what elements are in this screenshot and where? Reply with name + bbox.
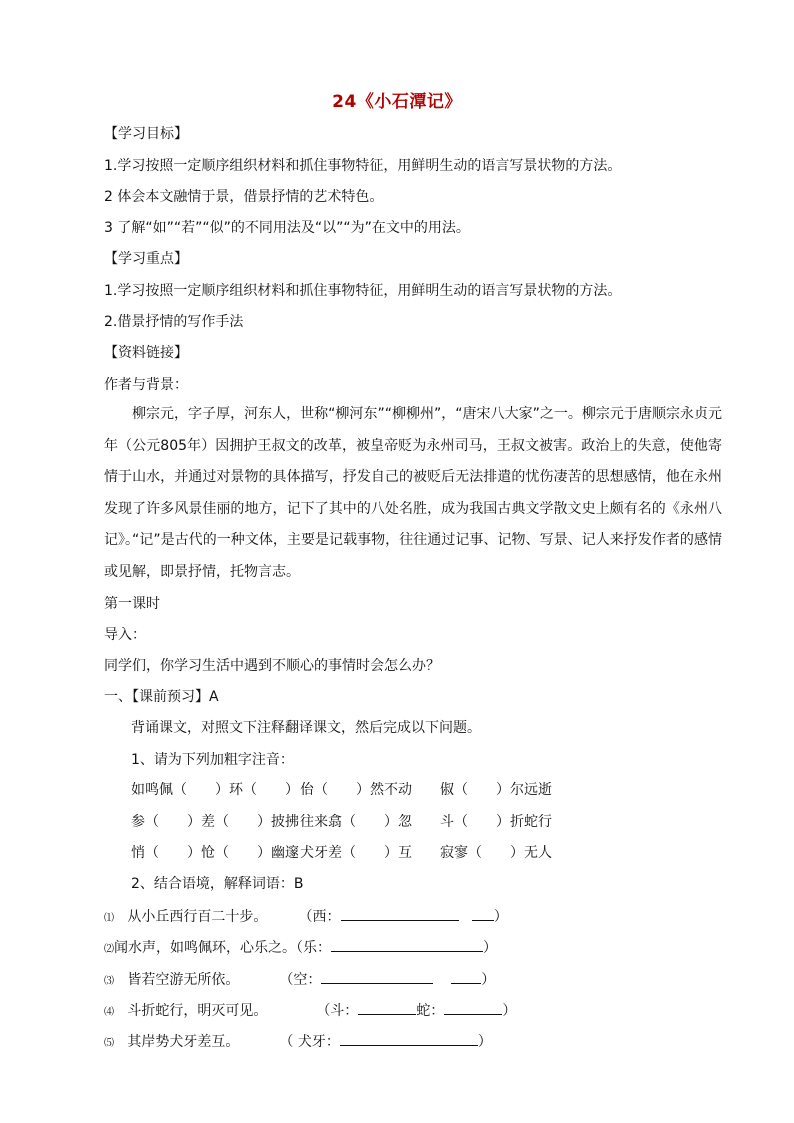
vocab-hint-2: 蛇：	[416, 1003, 445, 1019]
author-background-label: 作者与背景：	[104, 377, 188, 393]
vocab-sentence: 皆若空游无所依。	[127, 972, 240, 988]
item-number: ⑶	[104, 976, 114, 987]
phonetic-item: 犬牙差（ ）互	[300, 845, 412, 861]
vocab-sentence: 其岸势犬牙差互。	[127, 1034, 240, 1050]
goal-3: 3 了解“如”“若”“似”的不同用法及“以”“为”在文中的用法。	[104, 220, 470, 236]
phonetic-item: 悄（ ）怆（ ）幽邃	[131, 845, 299, 861]
lesson-label: 第一课时	[104, 596, 160, 612]
item-number: ⑴	[104, 913, 114, 924]
intro-question: 同学们，你学习生活中遇到不顺心的事情时会怎么办？	[104, 658, 440, 674]
phonetic-item: 俶（ ）尔远逝	[440, 782, 552, 798]
preview-header: 一、【课前预习】A	[104, 689, 219, 705]
phonetic-item: 参（ ）差（ ）披拂	[131, 814, 299, 830]
question-2: 2、结合语境，解释词语：B	[131, 876, 304, 892]
answer-blank[interactable]	[444, 1000, 502, 1015]
answer-blank[interactable]	[451, 969, 481, 984]
vocab-hint: （西：	[298, 909, 341, 925]
phonetic-item: 斗（ ）折蛇行	[440, 814, 552, 830]
page-title: 24《小石潭记》	[332, 92, 462, 112]
focus-header: 【学习重点】	[104, 251, 188, 267]
vocab-item-5	[104, 1031, 492, 1053]
vocab-tail: ）	[502, 1003, 517, 1019]
vocab-tail: ）	[493, 909, 508, 925]
item-number: ⑸	[104, 1038, 114, 1049]
vocab-item-2	[104, 937, 497, 959]
phonetic-item: 寂寥（ ）无人	[440, 845, 552, 861]
vocab-item-3	[104, 969, 495, 991]
answer-blank[interactable]	[321, 969, 433, 984]
item-number: ⑵	[104, 944, 114, 955]
phonetic-item: 如鸣佩（ ）环（ ）	[131, 782, 299, 798]
intro-label: 导入：	[104, 627, 146, 643]
goal-1: 1.学习按照一定顺序组织材料和抓住事物特征，用鲜明生动的语言写景状物的方法。	[104, 158, 622, 174]
answer-blank[interactable]	[358, 1000, 416, 1015]
phonetic-item: 往来翕（ ）忽	[300, 814, 412, 830]
vocab-tail: ）	[477, 1034, 492, 1050]
goals-header: 【学习目标】	[104, 126, 188, 142]
biography-paragraph: 柳宗元，字子厚，河东人，世称“柳河东”“柳柳州”，“唐宋八大家”之一。柳宗元于唐顺宗永贞元年（公元805年）因拥护王叔文的改革，被皇帝贬为永州司马，王叔文被害。政治上的失意，使他寄情于山水，并通过对景物的具体描写，抒发自己的被贬后无法排遣的忧伤凄苦的思想感情，他在永州发现了许多风景佳丽的地方，记下了其中的八处名胜，成为我国古典文学散文史上颇有名的《永州八记》。	[104, 406, 722, 548]
phonetic-item: 佁（ ）然不动	[300, 782, 412, 798]
vocab-item-1	[104, 906, 508, 928]
vocab-hint: （空：	[279, 972, 322, 988]
vocab-hint: （ 犬牙：	[279, 1034, 340, 1050]
ji-genre-paragraph: “记”是古代的一种文体，主要是记载事物，往往通过记事、记物、写景、记人来抒发作者的感情或见解，即景抒情，托物言志。	[104, 532, 722, 580]
question-1: 1、请为下列加粗字注音：	[131, 752, 294, 768]
answer-blank[interactable]	[341, 906, 459, 921]
vocab-tail: ）	[481, 972, 496, 988]
answer-blank[interactable]	[331, 937, 483, 952]
focus-2: 2.借景抒情的写作手法	[104, 314, 244, 330]
links-header: 【资料链接】	[104, 345, 188, 361]
vocab-item-4	[104, 1000, 516, 1022]
answer-blank[interactable]	[472, 906, 494, 921]
vocab-sentence: 闻水声，如鸣佩环，心乐之。	[114, 940, 296, 956]
goal-2: 2 体会本文融情于景，借景抒情的艺术特色。	[104, 189, 384, 205]
vocab-hint: （乐：	[296, 940, 331, 956]
vocab-sentence: 斗折蛇行，明灭可见。	[127, 1003, 268, 1019]
item-number: ⑷	[104, 1007, 114, 1018]
preview-instruction: 背诵课文，对照文下注释翻译课文，然后完成以下问题。	[131, 720, 481, 736]
vocab-tail: ）	[483, 940, 497, 956]
focus-1: 1.学习按照一定顺序组织材料和抓住事物特征，用鲜明生动的语言写景状物的方法。	[104, 283, 622, 299]
vocab-hint: （斗：	[316, 1003, 359, 1019]
answer-blank[interactable]	[340, 1031, 478, 1046]
vocab-sentence: 从小丘西行百二十步。	[127, 909, 268, 925]
